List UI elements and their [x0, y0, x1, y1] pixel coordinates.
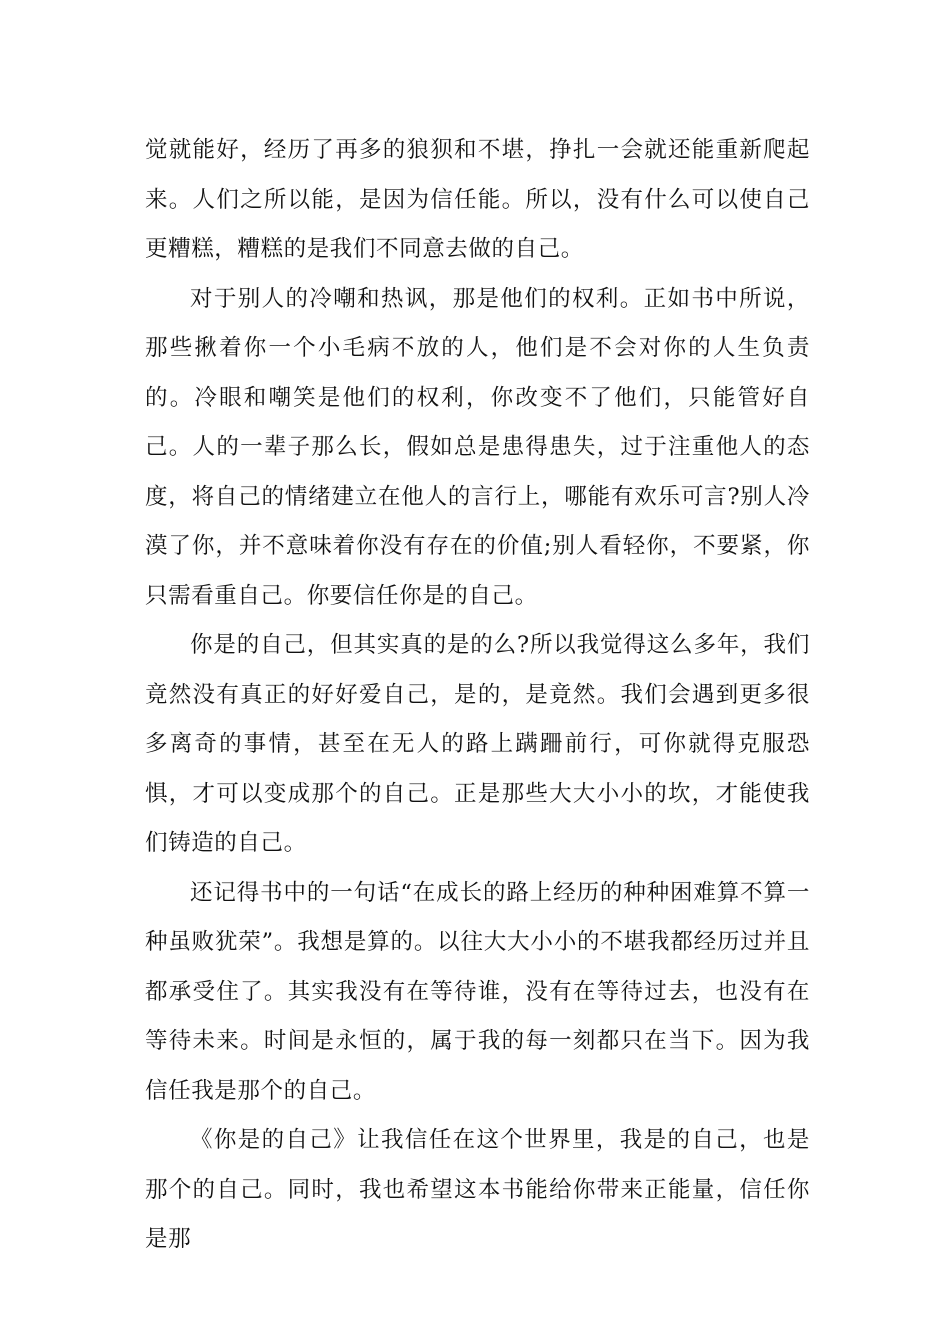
paragraph: 你是的自己，但其实真的是的么?所以我觉得这么多年，我们竟然没有真正的好好爱自己，是的，是竟然。我们会遇到更多很多离奇的事情，甚至在无人的路上蹒跚前行，可你就得克服恐惧，才可以变成那个的自己。正是那些大大小小的坎，才能使我们铸造的自己。	[145, 632, 810, 856]
paragraph-continuation: 觉就能好，经历了再多的狼狈和不堪，挣扎一会就还能重新爬起来。人们之所以能，是因为信任能。所以，没有什么可以使自己更糟糕，糟糕的是我们不同意去做的自己。	[145, 137, 810, 262]
document-body	[145, 126, 810, 1265]
paragraph: 《你是的自己》让我信任在这个世界里，我是的自己，也是那个的自己。同时，我也希望这本书能给你带来正能量，信任你是那	[145, 1127, 810, 1252]
paragraph: 对于别人的冷嘲和热讽，那是他们的权利。正如书中所说，那些揪着你一个小毛病不放的人，他们是不会对你的人生负责的。冷眼和嘲笑是他们的权利，你改变不了他们，只能管好自己。人的一辈子那么长，假如总是患得患失，过于注重他人的态度，将自己的情绪建立在他人的言行上，哪能有欢乐可言?别人冷漠了你，并不意味着你没有存在的价值;别人看轻你，不要紧，你只需看重自己。你要信任你是的自己。	[145, 285, 810, 609]
paragraph: 还记得书中的一句话“在成长的路上经历的种种困难算不算一种虽败犹荣”。我想是算的。以往大大小小的不堪我都经历过并且都承受住了。其实我没有在等待谁，没有在等待过去，也没有在等待未来。时间是永恒的，属于我的每一刻都只在当下。因为我信任我是那个的自己。	[145, 879, 810, 1104]
